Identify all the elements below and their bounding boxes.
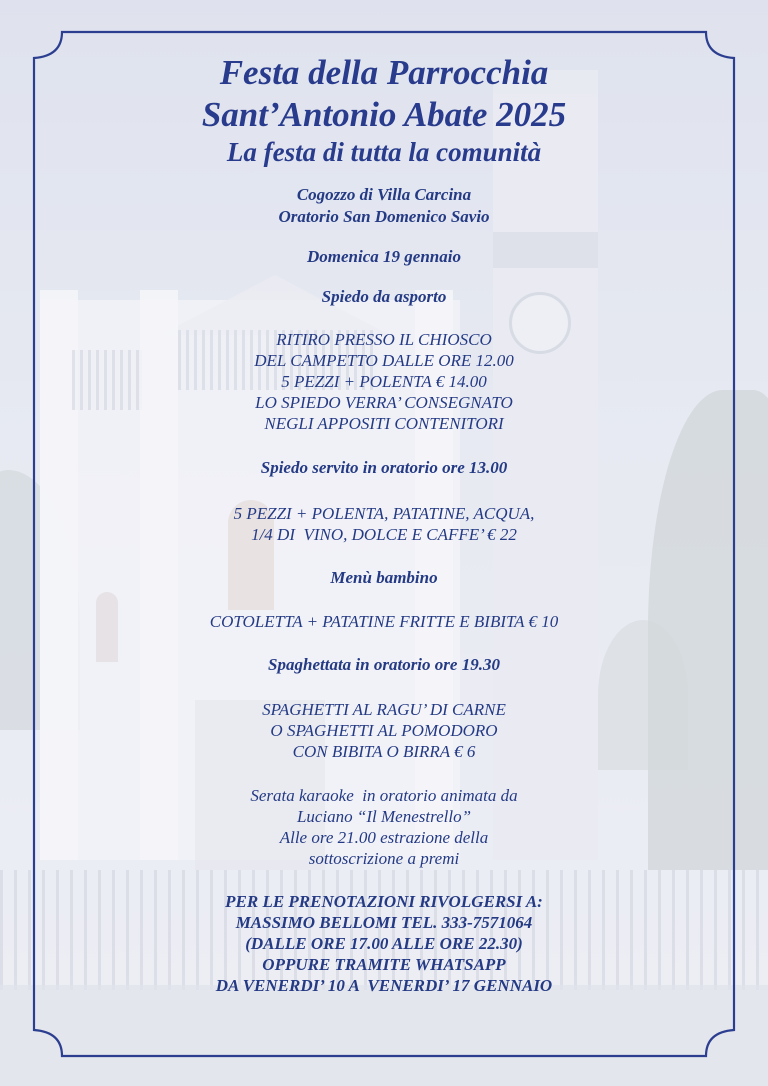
detail-line: Luciano “Il Menestrello” (296, 807, 472, 826)
title-line-1: Festa della Parrocchia (219, 53, 549, 92)
spiedo-asporto-heading: Spiedo da asporto (321, 287, 447, 306)
detail-line: 1/4 DI VINO, DOLCE E CAFFE’ € 22 (251, 525, 517, 544)
location-line-2: Oratorio San Domenico Savio (278, 207, 490, 226)
detail-line: SPAGHETTI AL RAGU’ DI CARNE (262, 700, 506, 719)
serata-karaoke (60, 785, 708, 869)
detail-line: sottoscrizione a premi (308, 849, 460, 868)
subtitle: La festa di tutta la comunità (226, 137, 542, 167)
detail-line: LO SPIEDO VERRA’ CONSEGNATO (255, 393, 513, 412)
detail-line: 5 PEZZI + POLENTA, PATATINE, ACQUA, (233, 504, 535, 523)
detail-line: NEGLI APPOSITI CONTENITORI (264, 414, 504, 433)
detail-line: COTOLETTA + PATATINE FRITTE E BIBITA € 10 (209, 612, 559, 631)
detail-line: 5 PEZZI + POLENTA € 14.00 (281, 372, 487, 391)
booking-line: OPPURE TRAMITE WHATSAPP (262, 955, 506, 974)
flyer-content (60, 52, 708, 996)
spiedo-servito-details (60, 503, 708, 545)
prenotazioni (60, 891, 708, 996)
event-date: Domenica 19 gennaio (307, 247, 461, 266)
booking-line: PER LE PRENOTAZIONI RIVOLGERSI A: (225, 892, 543, 911)
booking-phone: MASSIMO BELLOMI TEL. 333-7571064 (235, 913, 533, 932)
location-line-1: Cogozzo di Villa Carcina (296, 185, 472, 204)
menu-bambino-details (60, 611, 708, 632)
spaghettata-heading: Spaghettata in oratorio ore 19.30 (268, 655, 500, 674)
detail-line: CON BIBITA O BIRRA € 6 (292, 742, 476, 761)
detail-line: Alle ore 21.00 estrazione della (279, 828, 489, 847)
spiedo-asporto-details (60, 329, 708, 434)
detail-line: O SPAGHETTI AL POMODORO (270, 721, 498, 740)
spiedo-servito-heading: Spiedo servito in oratorio ore 13.00 (260, 458, 508, 477)
booking-line: (DALLE ORE 17.00 ALLE ORE 22.30) (245, 934, 523, 953)
detail-line: Serata karaoke in oratorio animata da (250, 786, 518, 805)
detail-line: RITIRO PRESSO IL CHIOSCO (276, 330, 492, 349)
spaghettata-details (60, 699, 708, 762)
title-line-2: Sant’Antonio Abate 2025 (201, 95, 567, 134)
booking-line: DA VENERDI’ 10 A VENERDI’ 17 GENNAIO (215, 976, 553, 995)
detail-line: DEL CAMPETTO DALLE ORE 12.00 (254, 351, 514, 370)
location (60, 184, 708, 228)
menu-bambino-heading: Menù bambino (330, 568, 438, 587)
